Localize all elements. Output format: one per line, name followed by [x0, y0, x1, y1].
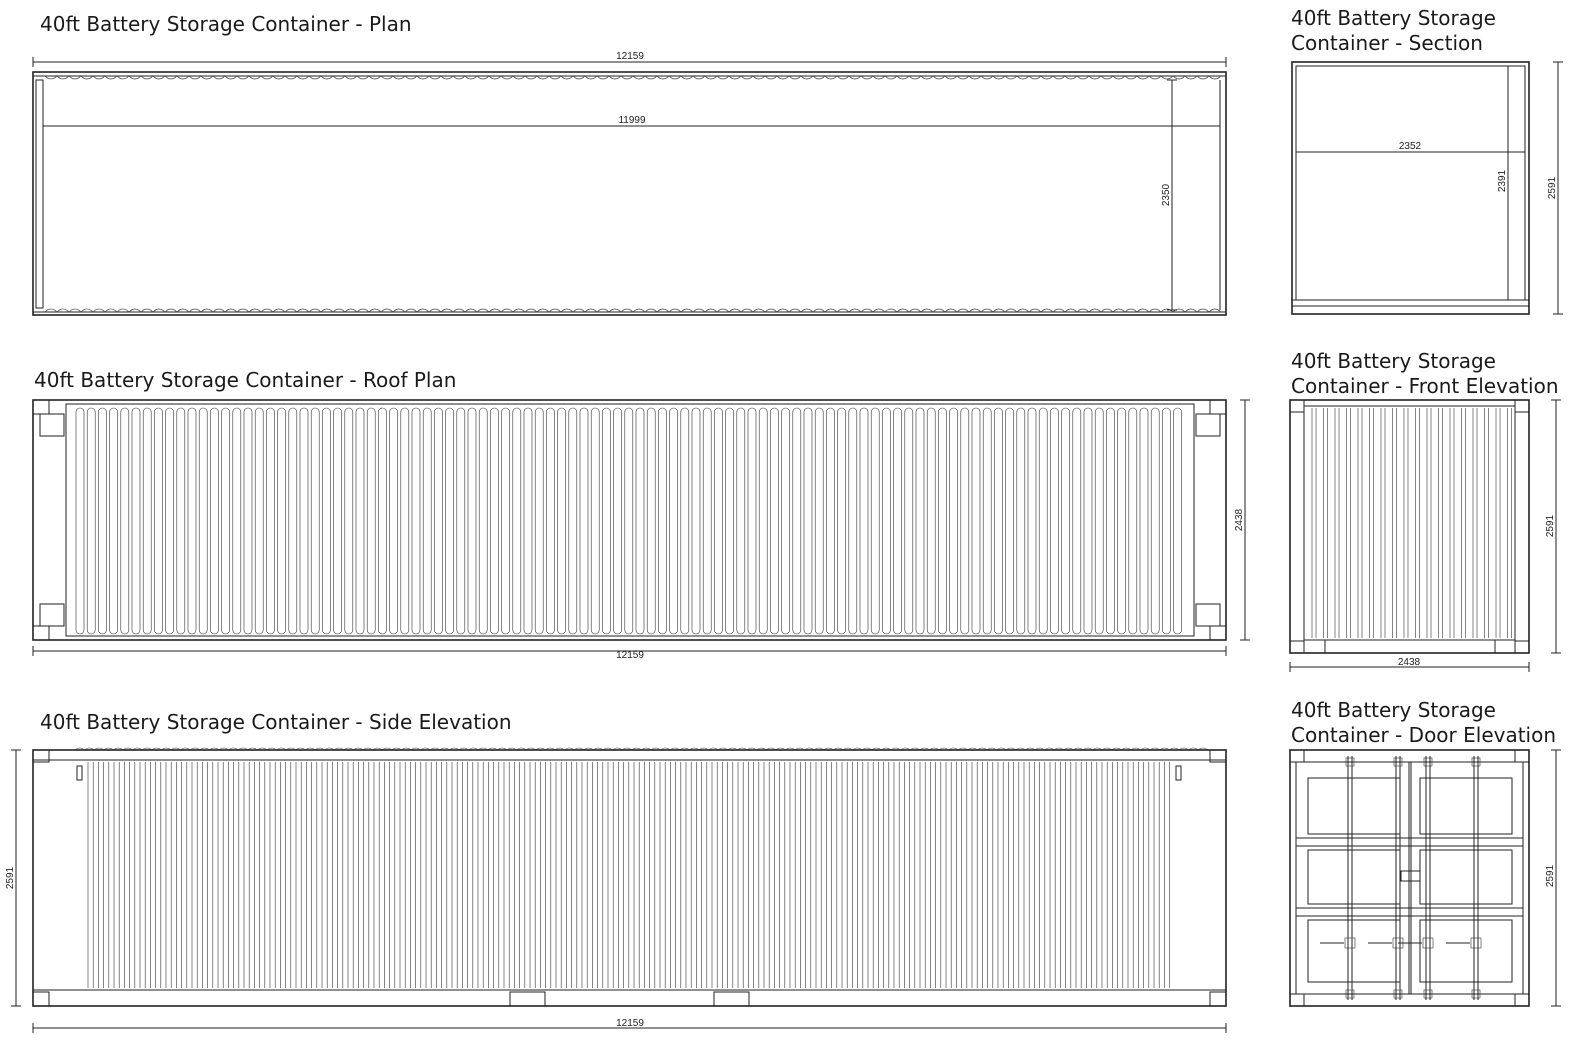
- door-height-label: 2591: [1545, 864, 1556, 888]
- roof-rib: [670, 408, 678, 634]
- roof-rib: [1106, 408, 1114, 634]
- roof-rib: [423, 408, 431, 634]
- front-height-label: 2591: [1545, 514, 1556, 538]
- plan-length-label: 12159: [616, 51, 644, 62]
- front-title-line1: 40ft Battery Storage: [1291, 349, 1496, 373]
- roof-rib: [457, 408, 465, 634]
- roof-rib: [188, 408, 196, 634]
- roof-rib: [233, 408, 241, 634]
- section-view: [1291, 6, 1563, 314]
- roof-rib: [938, 408, 946, 634]
- roof-rib: [1162, 408, 1170, 634]
- roof-rib: [289, 408, 297, 634]
- roof-rib: [266, 408, 274, 634]
- roof-rib: [782, 408, 790, 634]
- roof-rib: [703, 408, 711, 634]
- roof-rib: [558, 408, 566, 634]
- roof-rib: [569, 408, 577, 634]
- roof-rib: [1084, 408, 1092, 634]
- side-corrugation: [88, 762, 1170, 988]
- section-inner-height-label: 2391: [1497, 169, 1508, 193]
- roof-rib: [927, 408, 935, 634]
- roof-width-label: 2438: [1234, 508, 1245, 532]
- roof-rib: [994, 408, 1002, 634]
- roof-rib: [804, 408, 812, 634]
- section-title-line1: 40ft Battery Storage: [1291, 6, 1496, 30]
- section-title-line2: Container - Section: [1291, 31, 1483, 55]
- roof-rib: [692, 408, 700, 634]
- corner-casting: [33, 626, 49, 640]
- roof-rib: [222, 408, 230, 634]
- roof-rib: [244, 408, 252, 634]
- roof-rib: [535, 408, 543, 634]
- roof-rib: [524, 408, 532, 634]
- roof-rib: [98, 408, 106, 634]
- roof-rib: [278, 408, 286, 634]
- roof-rib: [121, 408, 129, 634]
- roof-rib: [1062, 408, 1070, 634]
- roof-rib: [1017, 408, 1025, 634]
- roof-rib: [770, 408, 778, 634]
- roof-rib: [860, 408, 868, 634]
- plan-outline: [33, 72, 1226, 315]
- roof-rib: [446, 408, 454, 634]
- front-elevation-view: [1290, 349, 1561, 672]
- roof-rib: [882, 408, 890, 634]
- roof-rib: [636, 408, 644, 634]
- roof-rib: [154, 408, 162, 634]
- roof-rib: [759, 408, 767, 634]
- roof-rib: [356, 408, 364, 634]
- roof-rib: [591, 408, 599, 634]
- roof-rib: [972, 408, 980, 634]
- plan-inner-length-label: 11999: [618, 115, 646, 126]
- roof-rib: [714, 408, 722, 634]
- front-title-line2: Container - Front Elevation: [1291, 374, 1559, 398]
- roof-rib: [1129, 408, 1137, 634]
- side-height-label: 2591: [5, 866, 16, 890]
- roof-rib: [658, 408, 666, 634]
- roof-rib: [580, 408, 588, 634]
- roof-rib: [826, 408, 834, 634]
- corner-casting: [1210, 400, 1226, 414]
- plan-title: 40ft Battery Storage Container - Plan: [40, 12, 412, 36]
- roof-rib: [838, 408, 846, 634]
- roof-rib: [748, 408, 756, 634]
- roof-rib: [502, 408, 510, 634]
- roof-rib: [434, 408, 442, 634]
- roof-rib: [950, 408, 958, 634]
- roof-rib: [199, 408, 207, 634]
- roof-rib: [1095, 408, 1103, 634]
- roof-rib: [546, 408, 554, 634]
- roof-length-label: 12159: [616, 650, 644, 661]
- roof-rib: [1050, 408, 1058, 634]
- front-corrugation: [1312, 408, 1512, 638]
- roof-rib: [513, 408, 521, 634]
- roof-corrugation: [76, 408, 1182, 634]
- roof-rib: [255, 408, 263, 634]
- roof-rib: [894, 408, 902, 634]
- plan-door-end: [36, 80, 43, 308]
- roof-rib: [1073, 408, 1081, 634]
- roof-rib: [602, 408, 610, 634]
- roof-rib: [132, 408, 140, 634]
- roof-rib: [490, 408, 498, 634]
- roof-rib: [1151, 408, 1159, 634]
- roof-rib: [961, 408, 969, 634]
- roof-rib: [143, 408, 151, 634]
- plan-view: [33, 12, 1226, 315]
- roof-rib: [916, 408, 924, 634]
- roof-rib: [905, 408, 913, 634]
- roof-rib: [849, 408, 857, 634]
- roof-rib: [468, 408, 476, 634]
- roof-rib: [625, 408, 633, 634]
- roof-rib: [412, 408, 420, 634]
- roof-rib: [793, 408, 801, 634]
- roof-plan-title: 40ft Battery Storage Container - Roof Plan: [34, 368, 457, 392]
- side-outline: [33, 750, 1226, 1006]
- forklift-pocket: [510, 992, 545, 1006]
- section-height-label: 2591: [1547, 176, 1558, 200]
- roof-rib: [1174, 408, 1182, 634]
- roof-rib: [1006, 408, 1014, 634]
- roof-rib: [479, 408, 487, 634]
- roof-rib: [1039, 408, 1047, 634]
- roof-rib: [647, 408, 655, 634]
- roof-rib: [726, 408, 734, 634]
- roof-plan-view: [33, 368, 1250, 661]
- roof-rib: [390, 408, 398, 634]
- roof-rib: [401, 408, 409, 634]
- roof-rib: [300, 408, 308, 634]
- door-elevation-view: [1290, 698, 1561, 1006]
- roof-rib: [76, 408, 84, 634]
- door-title-line1: 40ft Battery Storage: [1291, 698, 1496, 722]
- roof-rib: [177, 408, 185, 634]
- roof-rib: [871, 408, 879, 634]
- section-width-label: 2352: [1398, 141, 1422, 152]
- roof-rib: [614, 408, 622, 634]
- side-length-label: 12159: [616, 1018, 644, 1029]
- roof-rib: [87, 408, 95, 634]
- side-elevation-view: [5, 710, 1226, 1033]
- section-outline: [1292, 62, 1529, 314]
- roof-rib: [334, 408, 342, 634]
- plan-corrugation: [45, 76, 1221, 312]
- roof-rib: [311, 408, 319, 634]
- roof-rib: [367, 408, 375, 634]
- forklift-pocket: [714, 992, 749, 1006]
- roof-rib: [1140, 408, 1148, 634]
- roof-rib: [681, 408, 689, 634]
- roof-rib: [983, 408, 991, 634]
- roof-rib: [210, 408, 218, 634]
- roof-rib: [110, 408, 118, 634]
- corner-casting: [33, 400, 49, 414]
- roof-rib: [1028, 408, 1036, 634]
- roof-rib: [737, 408, 745, 634]
- roof-rib: [345, 408, 353, 634]
- roof-rib: [815, 408, 823, 634]
- roof-rib: [378, 408, 386, 634]
- side-elevation-title: 40ft Battery Storage Container - Side Elevation: [40, 710, 512, 734]
- roof-rib: [166, 408, 174, 634]
- plan-inner-width-label: 2350: [1161, 183, 1172, 207]
- corner-casting: [1210, 626, 1226, 640]
- front-outline: [1290, 400, 1529, 653]
- roof-rib: [1118, 408, 1126, 634]
- door-title-line2: Container - Door Elevation: [1291, 723, 1557, 747]
- front-width-label: 2438: [1397, 657, 1421, 668]
- roof-rib: [322, 408, 330, 634]
